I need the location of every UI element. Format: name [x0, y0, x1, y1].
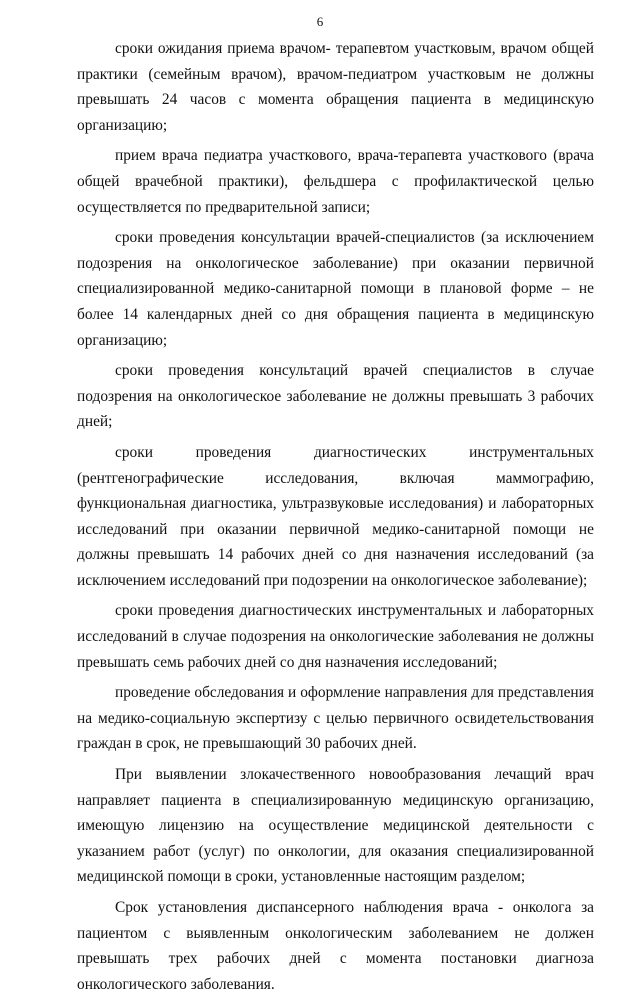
- document-body: [77, 36, 594, 997]
- paragraph: прием врача педиатра участкового, врача-терапевта участкового (врача общей врачебной практики), фельдшера с профилактической целью осуществляется по предварительной записи;: [77, 147, 594, 216]
- paragraph: сроки ожидания приема врачом- терапевтом участковым, врачом общей практики (семейным врачом), врачом-педиатром участковым не должны превышать 24 часов с момента обращения пациента в медицинскую организацию;: [77, 40, 594, 134]
- paragraph: проведение обследования и оформление направления для представления на медико-социальную экспертизу с целью первичного освидетельствования граждан в срок, не превышающий 30 рабочих дней.: [77, 684, 594, 753]
- paragraph: сроки проведения консультаций врачей специалистов в случае подозрения на онкологическое заболевание не должны превышать 3 рабочих дней;: [77, 362, 594, 431]
- page-number: 6: [316, 14, 324, 29]
- paragraph: При выявлении злокачественного новообразования лечащий врач направляет пациента в специализированную медицинскую организацию, имеющую лицензию на осуществление медицинской деятельности с указанием работ (услуг) по онкологии, для оказания специализированной медицинской помощи в сроки, установленные настоящим разделом;: [77, 766, 594, 886]
- paragraph: сроки проведения диагностических инструментальных и лабораторных исследований в случае подозрения на онкологические заболевания не должны превышать семь рабочих дней со дня назначения исследований;: [77, 602, 594, 671]
- paragraph: сроки проведения диагностических инструментальных (рентгенографические исследования, включая маммографию, функциональная диагностика, ультразвуковые исследования) и лабораторных исследований при оказании первичной медико-санитарной помощи не должны превышать 14 рабочих дней со дня назначения исследований (за исключением исследований при подозрении на онкологическое заболевание);: [77, 443, 594, 589]
- paragraph: Срок установления диспансерного наблюдения врача - онколога за пациентом с выявленным онкологическим заболеванием не должен превышать трех рабочих дней с момента постановки диагноза онкологического заболевания.: [77, 899, 594, 993]
- paragraph: сроки проведения консультации врачей-специалистов (за исключением подозрения на онкологическое заболевание) при оказании первичной специализированной медико-санитарной помощи в плановой форме – не более 14 календарных дней со дня обращения пациента в медицинскую организацию;: [77, 229, 594, 349]
